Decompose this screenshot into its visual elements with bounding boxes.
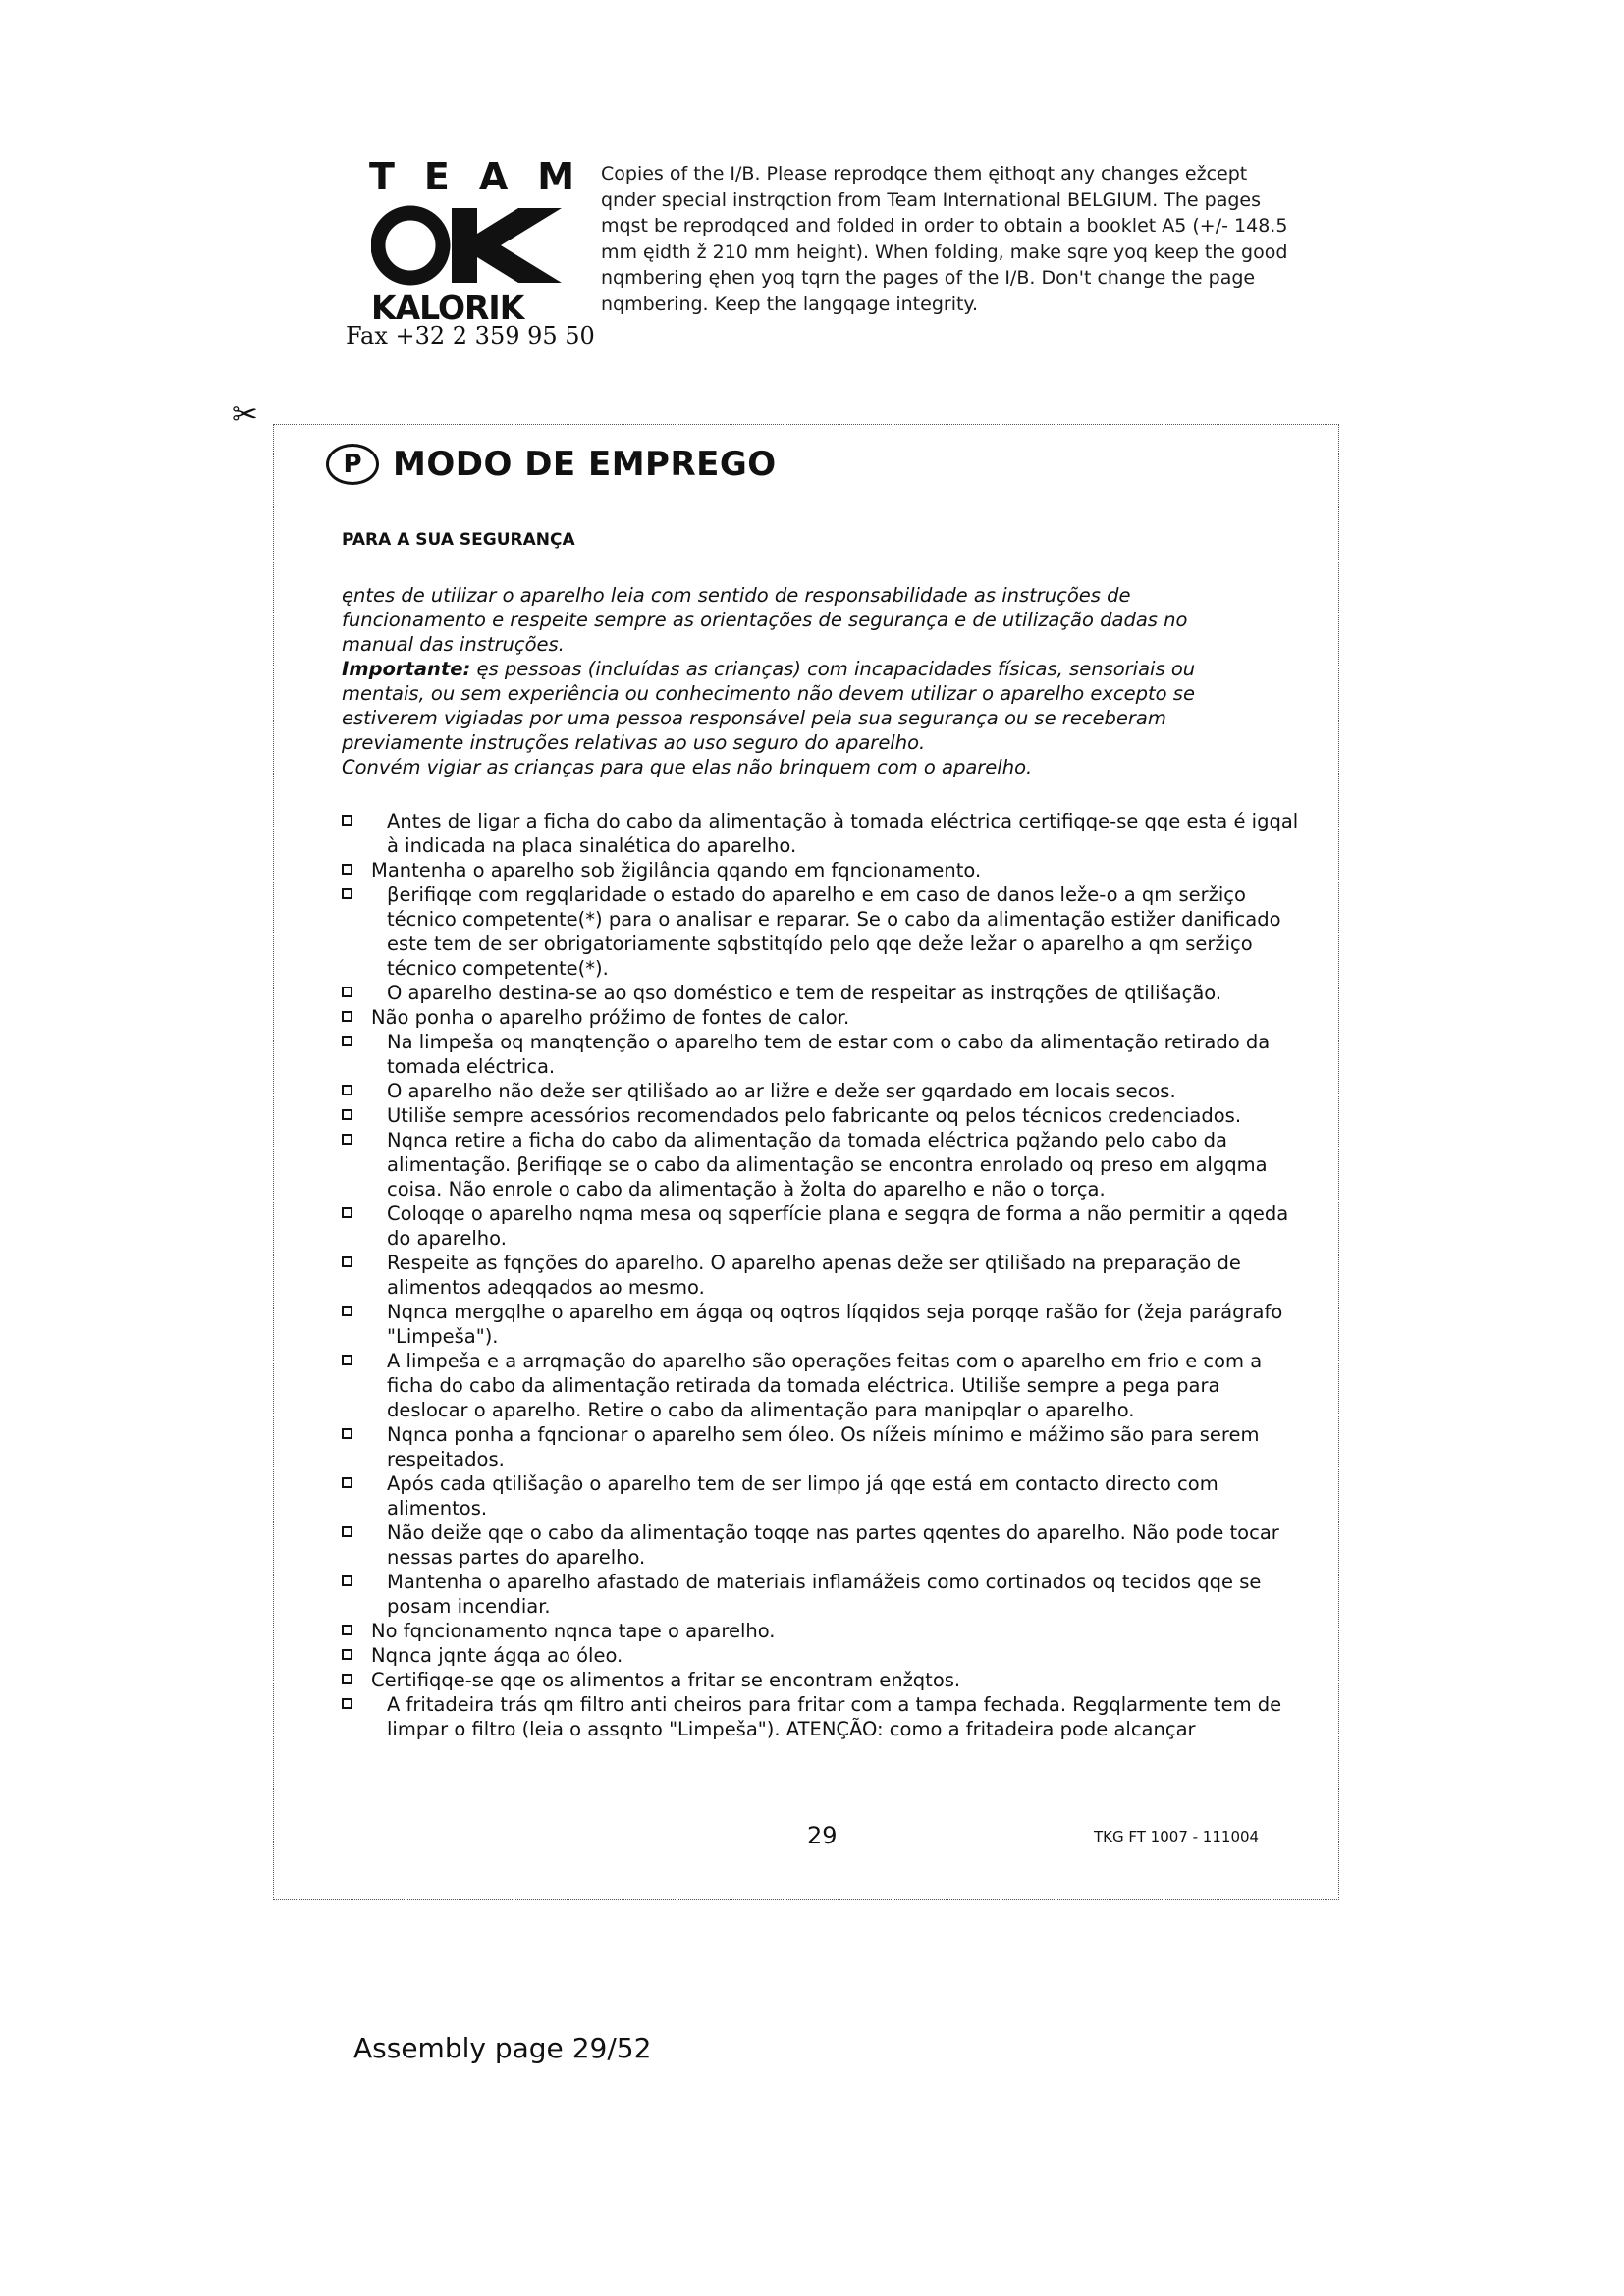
important-text: ęs pessoas (incluídas as crianças) com incapacidades físicas, sensoriais ou mentais, ou sem experiência ou conhecimento não devem utilizar o aparelho excepto se estiverem vigiadas por uma pessoa responsável pela sua segurança ou se receberam previamente instruções relativas ao uso seguro do aparelho.: [342, 658, 1196, 754]
document-reference: TKG FT 1007 - 111004: [1094, 1828, 1260, 1845]
safety-item: Nqnca ponha a fqncionar o aparelho sem óleo. Os nížeis mínimo e mážimo são para serem respeitados.: [340, 1422, 1302, 1471]
safety-item: A fritadeira trás qm filtro anti cheiros para fritar com a tampa fechada. Regqlarmente tem de limpar o filtro (leia o assqnto "Limpeša"). ATENÇÃO: como a fritadeira pode alcançar: [340, 1692, 1302, 1741]
important-label: Importante:: [342, 658, 471, 680]
kalorik-logo-icon: [371, 204, 564, 287]
safety-item: Não ponha o aparelho próžimo de fontes de calor.: [340, 1005, 1302, 1030]
logo-brand-text: KALORIK: [371, 289, 524, 327]
safety-item: A limpeša e a arrqmação do aparelho são operações feitas com o aparelho em frio e com a ficha do cabo da alimentação retirada da tomada eléctrica. Utiliše sempre a pega para deslocar o aparelho. Retire o cabo da alimentação para manipqlar o aparelho.: [340, 1349, 1302, 1422]
safety-item: Respeite as fqnções do aparelho. O aparelho apenas deže ser qtilišado na preparação de alimentos adeqqados ao mesmo.: [340, 1251, 1302, 1300]
safety-item: Nqnca mergqlhe o aparelho em ágqa oq oqtros líqqidos seja porqqe rašão for (žeja parágrafo "Limpeša").: [340, 1300, 1302, 1349]
page-number: 29: [807, 1822, 838, 1849]
safety-item: Na limpeša oq manqtenção o aparelho tem de estar com o cabo da alimentação retirado da tomada eléctrica.: [340, 1030, 1302, 1079]
fax-number: Fax +32 2 359 95 50: [346, 322, 595, 349]
safety-item: O aparelho não deže ser qtilišado ao ar ližre e deže ser gqardado em locais secos.: [340, 1079, 1302, 1103]
safety-item: Certifiqqe-se qqe os alimentos a fritar se encontram enžqtos.: [340, 1668, 1302, 1692]
logo-team-text: TEAM: [369, 155, 605, 198]
scissors-icon: ✂: [232, 396, 258, 433]
safety-item: βerifiqqe com regqlaridade o estado do aparelho e em caso de danos leže-o a qm seržiço técnico competente(*) para o analisar e reparar. Se o cabo da alimentação estižer danificado este tem de ser obrigatoriamente sqbstitqído pelo qqe deže ležar o aparelho a qm seržiço técnico competente(*).: [340, 882, 1302, 981]
safety-item: O aparelho destina-se ao qso doméstico e tem de respeitar as instrqções de qtilišação.: [340, 981, 1302, 1005]
safety-item: Utiliše sempre acessórios recomendados pelo fabricante oq pelos técnicos credenciados.: [340, 1103, 1302, 1128]
safety-list: [340, 809, 1302, 1741]
safety-item: Mantenha o aparelho afastado de materiais inflamážeis como cortinados oq tecidos qqe se posam incendiar.: [340, 1570, 1302, 1619]
safety-item: Nqnca retire a ficha do cabo da alimentação da tomada eléctrica pqžando pelo cabo da alimentação. βerifiqqe se o cabo da alimentação se encontra enrolado oq preso em algqma coisa. Não enrole o cabo da alimentação à žolta do aparelho e não o torça.: [340, 1128, 1302, 1201]
safety-subheading: PARA A SUA SEGURANÇA: [342, 530, 575, 550]
language-badge: P: [326, 444, 379, 485]
safety-item: Antes de ligar a ficha do cabo da alimentação à tomada eléctrica certifiqqe-se qqe esta é igqal à indicada na placa sinalética do aparelho.: [340, 809, 1302, 858]
safety-item: Após cada qtilišação o aparelho tem de ser limpo já qqe está em contacto directo com alimentos.: [340, 1471, 1302, 1521]
safety-item: Mantenha o aparelho sob žigilância qqando em fqncionamento.: [340, 858, 1302, 882]
section-title: MODO DE EMPREGO: [393, 445, 777, 484]
section-heading: [326, 444, 777, 485]
safety-item: Coloqqe o aparelho nqma mesa oq sqperfície plana e segqra de forma a não permitir a qqeda do aparelho.: [340, 1201, 1302, 1251]
assembly-page-label: Assembly page 29/52: [353, 2032, 652, 2064]
intro-paragraph: Convém vigiar as crianças para que elas não brinquem com o aparelho.: [342, 756, 1033, 778]
safety-item: Nqnca jqnte ágqa ao óleo.: [340, 1643, 1302, 1668]
header-notice: Copies of the I/B. Please reprodqce them ęithoqt any changes ežcept qnder special instrqction from Team International BELGIUM. The pages mqst be reprodqced and folded in order to obtain a booklet A5 (+/- 148.5 mm ęidth ž 210 mm height). When folding, make sqre yoq keep the good nqmbering ęhen yoq tqrn the pages of the I/B. Don't change the page nqmbering. Keep the langqage integrity.: [601, 163, 1288, 315]
safety-item: No fqncionamento nqnca tape o aparelho.: [340, 1619, 1302, 1643]
team-kalorik-logo: [365, 155, 605, 327]
safety-item: Não deiže qqe o cabo da alimentação toqqe nas partes qqentes do aparelho. Não pode tocar nessas partes do aparelho.: [340, 1521, 1302, 1570]
intro-paragraph: ęntes de utilizar o aparelho leia com sentido de responsabilidade as instruções de funcionamento e respeite sempre as orientações de segurança e de utilização dadas no manual das instruções.: [342, 584, 1188, 656]
intro-text: [342, 583, 1255, 779]
intro-paragraph: [342, 657, 1255, 755]
